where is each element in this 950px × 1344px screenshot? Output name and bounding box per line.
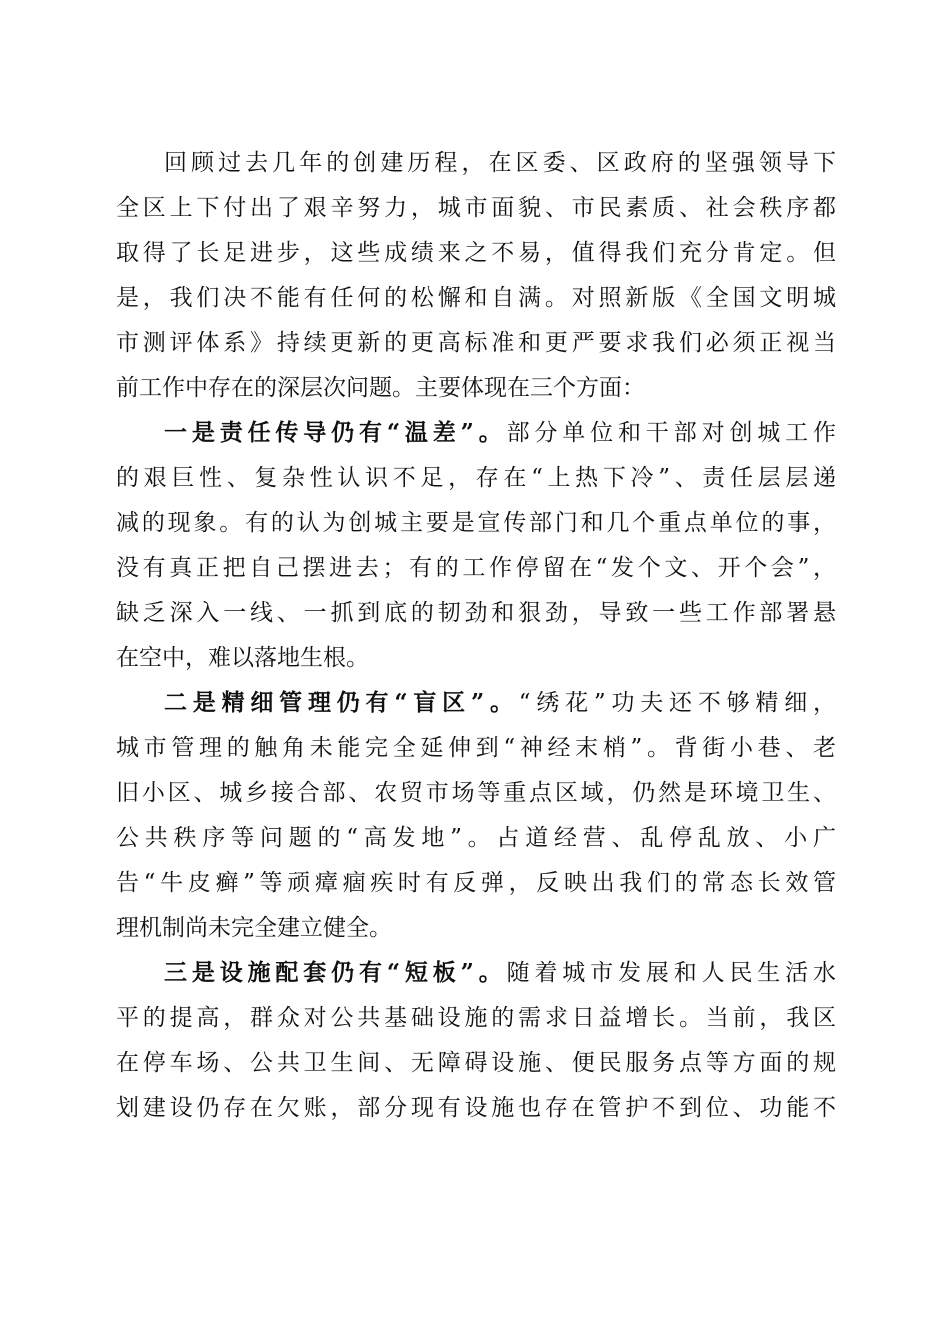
paragraph-2-line-4: 没有真正把自己摆进去；有的工作停留在“发个文、开个会”，: [116, 555, 836, 581]
paragraph-1-line-3: 取得了长足进步，这些成绩来之不易，值得我们充分肯定。但: [116, 240, 836, 266]
paragraph-2-line-2: 的艰巨性、复杂性认识不足，存在“上热下冷”、责任层层递: [116, 465, 836, 491]
paragraph-3-line-4: 公共秩序等问题的“高发地”。占道经营、乱停乱放、小广: [116, 825, 836, 851]
paragraph-3-line-1: [164, 683, 836, 723]
paragraph-2-line-1: [164, 413, 836, 453]
paragraph-3-line-5: 告“牛皮癣”等顽瘴痼疾时有反弹，反映出我们的常态长效管: [116, 870, 836, 896]
paragraph-1-line-1: 回顾过去几年的创建历程，在区委、区政府的坚强领导下: [164, 150, 836, 176]
paragraph-3-first-line-rest: “绣花”功夫还不够精细，: [518, 690, 836, 716]
paragraph-2-heading: 一是责任传导仍有“温差”。: [164, 419, 507, 446]
paragraph-1-line-6: 前工作中存在的深层次问题。主要体现在三个方面：: [116, 375, 645, 401]
paragraph-2-line-5: 缺乏深入一线、一抓到底的韧劲和狠劲，导致一些工作部署悬: [116, 600, 836, 626]
paragraph-4-first-line-rest: 随着城市发展和人民生活水: [506, 960, 837, 986]
paragraph-4-line-3: 在停车场、公共卫生间、无障碍设施、便民服务点等方面的规: [116, 1050, 836, 1076]
paragraph-3-line-2: 城市管理的触角未能完全延伸到“神经末梢”。背街小巷、老: [116, 735, 836, 761]
paragraph-4-line-2: 平的提高，群众对公共基础设施的需求日益增长。当前，我区: [116, 1005, 836, 1031]
paragraph-4-heading: 三是设施配套仍有“短板”。: [164, 959, 507, 986]
paragraph-2-line-3: 减的现象。有的认为创城主要是宣传部门和几个重点单位的事，: [116, 510, 836, 536]
paragraph-1-line-5: 市测评体系》持续更新的更高标准和更严要求我们必须正视当: [116, 330, 836, 356]
paragraph-4-line-1: [164, 953, 836, 993]
paragraph-2-first-line-rest: 部分单位和干部对创城工作: [506, 420, 837, 446]
paragraph-3-heading: 二是精细管理仍有“盲区”。: [164, 689, 519, 716]
paragraph-4-line-4: 划建设仍存在欠账，部分现有设施也存在管护不到位、功能不: [116, 1095, 836, 1121]
paragraph-3-line-6: 理机制尚未完全建立健全。: [116, 915, 392, 941]
paragraph-3-line-3: 旧小区、城乡接合部、农贸市场等重点区域，仍然是环境卫生、: [116, 780, 836, 806]
paragraph-1-line-2: 全区上下付出了艰辛努力，城市面貌、市民素质、社会秩序都: [116, 195, 836, 221]
paragraph-1-line-4: 是，我们决不能有任何的松懈和自满。对照新版《全国文明城: [116, 285, 836, 311]
paragraph-2-line-6: 在空中，难以落地生根。: [116, 645, 369, 671]
